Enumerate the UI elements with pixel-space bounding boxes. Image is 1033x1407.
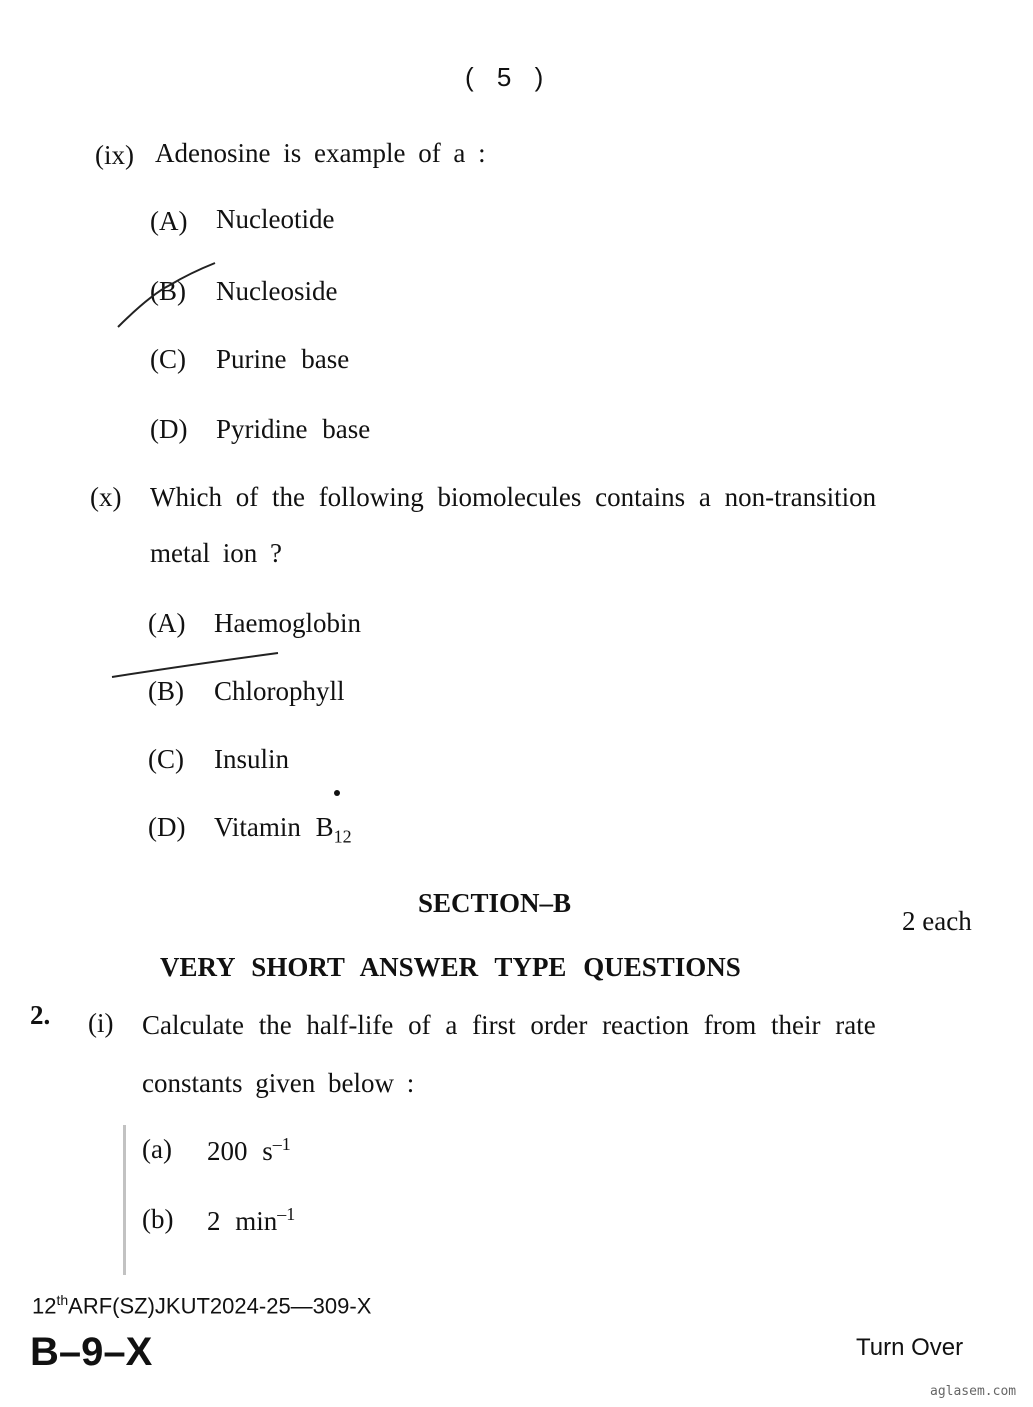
- option-text: Nucleotide: [216, 204, 335, 234]
- option-text: Nucleoside: [216, 276, 338, 306]
- option-label: (D): [148, 812, 186, 842]
- paper-code: 12thARF(SZ)JKUT2024-25—309-X: [32, 1292, 372, 1319]
- option-text: Haemoglobin: [214, 608, 361, 638]
- section-title: SECTION–B: [418, 888, 572, 918]
- item-label: (b): [142, 1204, 174, 1234]
- option-label: (D): [150, 414, 188, 444]
- margin-line: [123, 1125, 126, 1275]
- question-x-text-continued: metal ion ?: [150, 538, 282, 568]
- option-label: (B): [148, 676, 184, 706]
- option-text: Pyridine base: [216, 414, 371, 444]
- option-label: (C): [150, 344, 186, 374]
- option-label: (A): [150, 206, 188, 236]
- option-label: (B): [150, 276, 186, 306]
- turn-over: Turn Over: [856, 1334, 964, 1361]
- question-ix-text: Adenosine is example of a :: [155, 138, 486, 168]
- page-number: ( 5 ): [465, 62, 552, 92]
- option-text: Purine base: [216, 344, 350, 374]
- option-text: Insulin: [214, 744, 290, 774]
- option-text: Vitamin $B_{12}$: [214, 812, 352, 847]
- section-marks: 2 each: [902, 906, 972, 936]
- question-2-number: 2.: [30, 1000, 51, 1030]
- option-text: Chlorophyll: [214, 676, 345, 706]
- item-value: 200 $s^{-1}$: [207, 1134, 291, 1166]
- watermark: aglasem.com: [930, 1384, 1017, 1399]
- question-2-text: Calculate the half-life of a first order reaction from their rate: [142, 1010, 876, 1040]
- pen-dot: [332, 788, 342, 798]
- series-code: B–9–X: [30, 1330, 153, 1374]
- section-subtitle: VERY SHORT ANSWER TYPE QUESTIONS: [160, 952, 741, 982]
- question-x-text: Which of the following biomolecules contains a non-transition: [150, 482, 877, 512]
- option-label: (C): [148, 744, 184, 774]
- question-x-number: (x): [90, 482, 122, 512]
- question-2-text-continued: constants given below :: [142, 1068, 415, 1098]
- question-2-part: (i): [88, 1008, 114, 1038]
- option-label: (A): [148, 608, 186, 638]
- question-ix-number: (ix): [95, 140, 134, 170]
- item-label: (a): [142, 1134, 172, 1164]
- item-value: 2 $\min^{-1}$: [207, 1204, 296, 1236]
